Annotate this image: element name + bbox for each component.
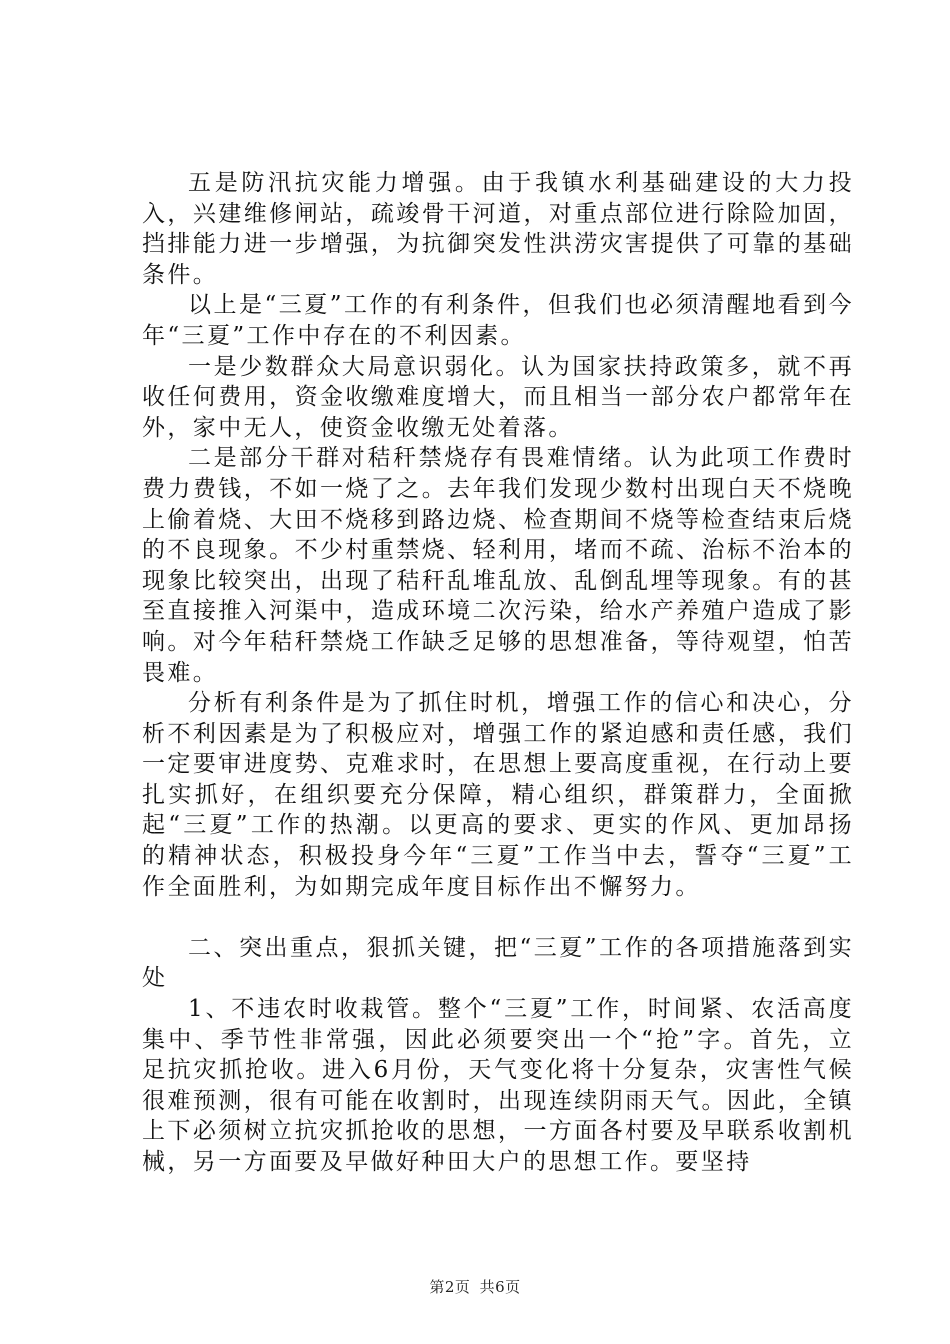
document-body [142,168,854,1178]
paragraph-summary-conditions: 以上是“三夏”工作的有利条件，但我们也必须清醒地看到今年“三夏”工作中存在的不利因素。 [142,292,854,349]
paragraph-harvest-timing: 1、不违农时收栽管。整个“三夏”工作，时间紧、农活高度集中、季节性非常强，因此必须要突出一个“抢”字。首先，立足抗灾抓抢收。进入6月份，天气变化将十分复杂，灾害性气候很难预测，很有可能在收割时，出现连续阴雨天气。因此，全镇上下必须树立抗灾抓抢收的思想，一方面各村要及早联系收割机械，另一方面要及早做好种田大户的思想工作。要坚持 [142,996,854,1175]
paragraph-straw-burning: 二是部分干群对秸秆禁烧存有畏难情绪。认为此项工作费时费力费钱，不如一烧了之。去年我们发现少数村出现白天不烧晚上偷着烧、大田不烧移到路边烧、检查期间不烧等检查结束后烧的不良现象。不少村重禁烧、轻利用，堵而不疏、治标不治本的现象比较突出，出现了秸秆乱堆乱放、乱倒乱埋等现象。有的甚至直接推入河渠中，造成环境二次污染，给水产养殖户造成了影响。对今年秸秆禁烧工作缺乏足够的思想准备，等待观望，怕苦畏难。 [142,445,854,686]
page-footer [0,1276,950,1297]
page-number: 第2页 [429,1278,471,1296]
section-heading: 二、突出重点，狠抓关键，把“三夏”工作的各项措施落到实处 [142,934,854,992]
paragraph-public-awareness: 一是少数群众大局意识弱化。认为国家扶持政策多，就不再收任何费用，资金收缴难度增大，而且相当一部分农户都常年在外，家中无人，使资金收缴无处着落。 [142,353,854,441]
paragraph-analysis: 分析有利条件是为了抓住时机，增强工作的信心和决心，分析不利因素是为了积极应对，增强工作的紧迫感和责任感，我们一定要审进度势、克难求时，在思想上要高度重视，在行动上要扎实抓好，在组织要充分保障，精心组织，群策群力，全面掀起“三夏”工作的热潮。以更高的要求、更实的作风、更加昂扬的精神状态，积极投身今年“三夏”工作当中去，誓夺“三夏”工作全面胜利，为如期完成年度目标作出不懈努力。 [142,690,854,900]
paragraph-flood-control: 五是防汛抗灾能力增强。由于我镇水利基础建设的大力投入，兴建维修闸站，疏竣骨干河道，对重点部位进行除险加固，挡排能力进一步增强，为抗御突发性洪涝灾害提供了可靠的基础条件。 [142,170,854,288]
page-total: 共6页 [479,1278,521,1296]
